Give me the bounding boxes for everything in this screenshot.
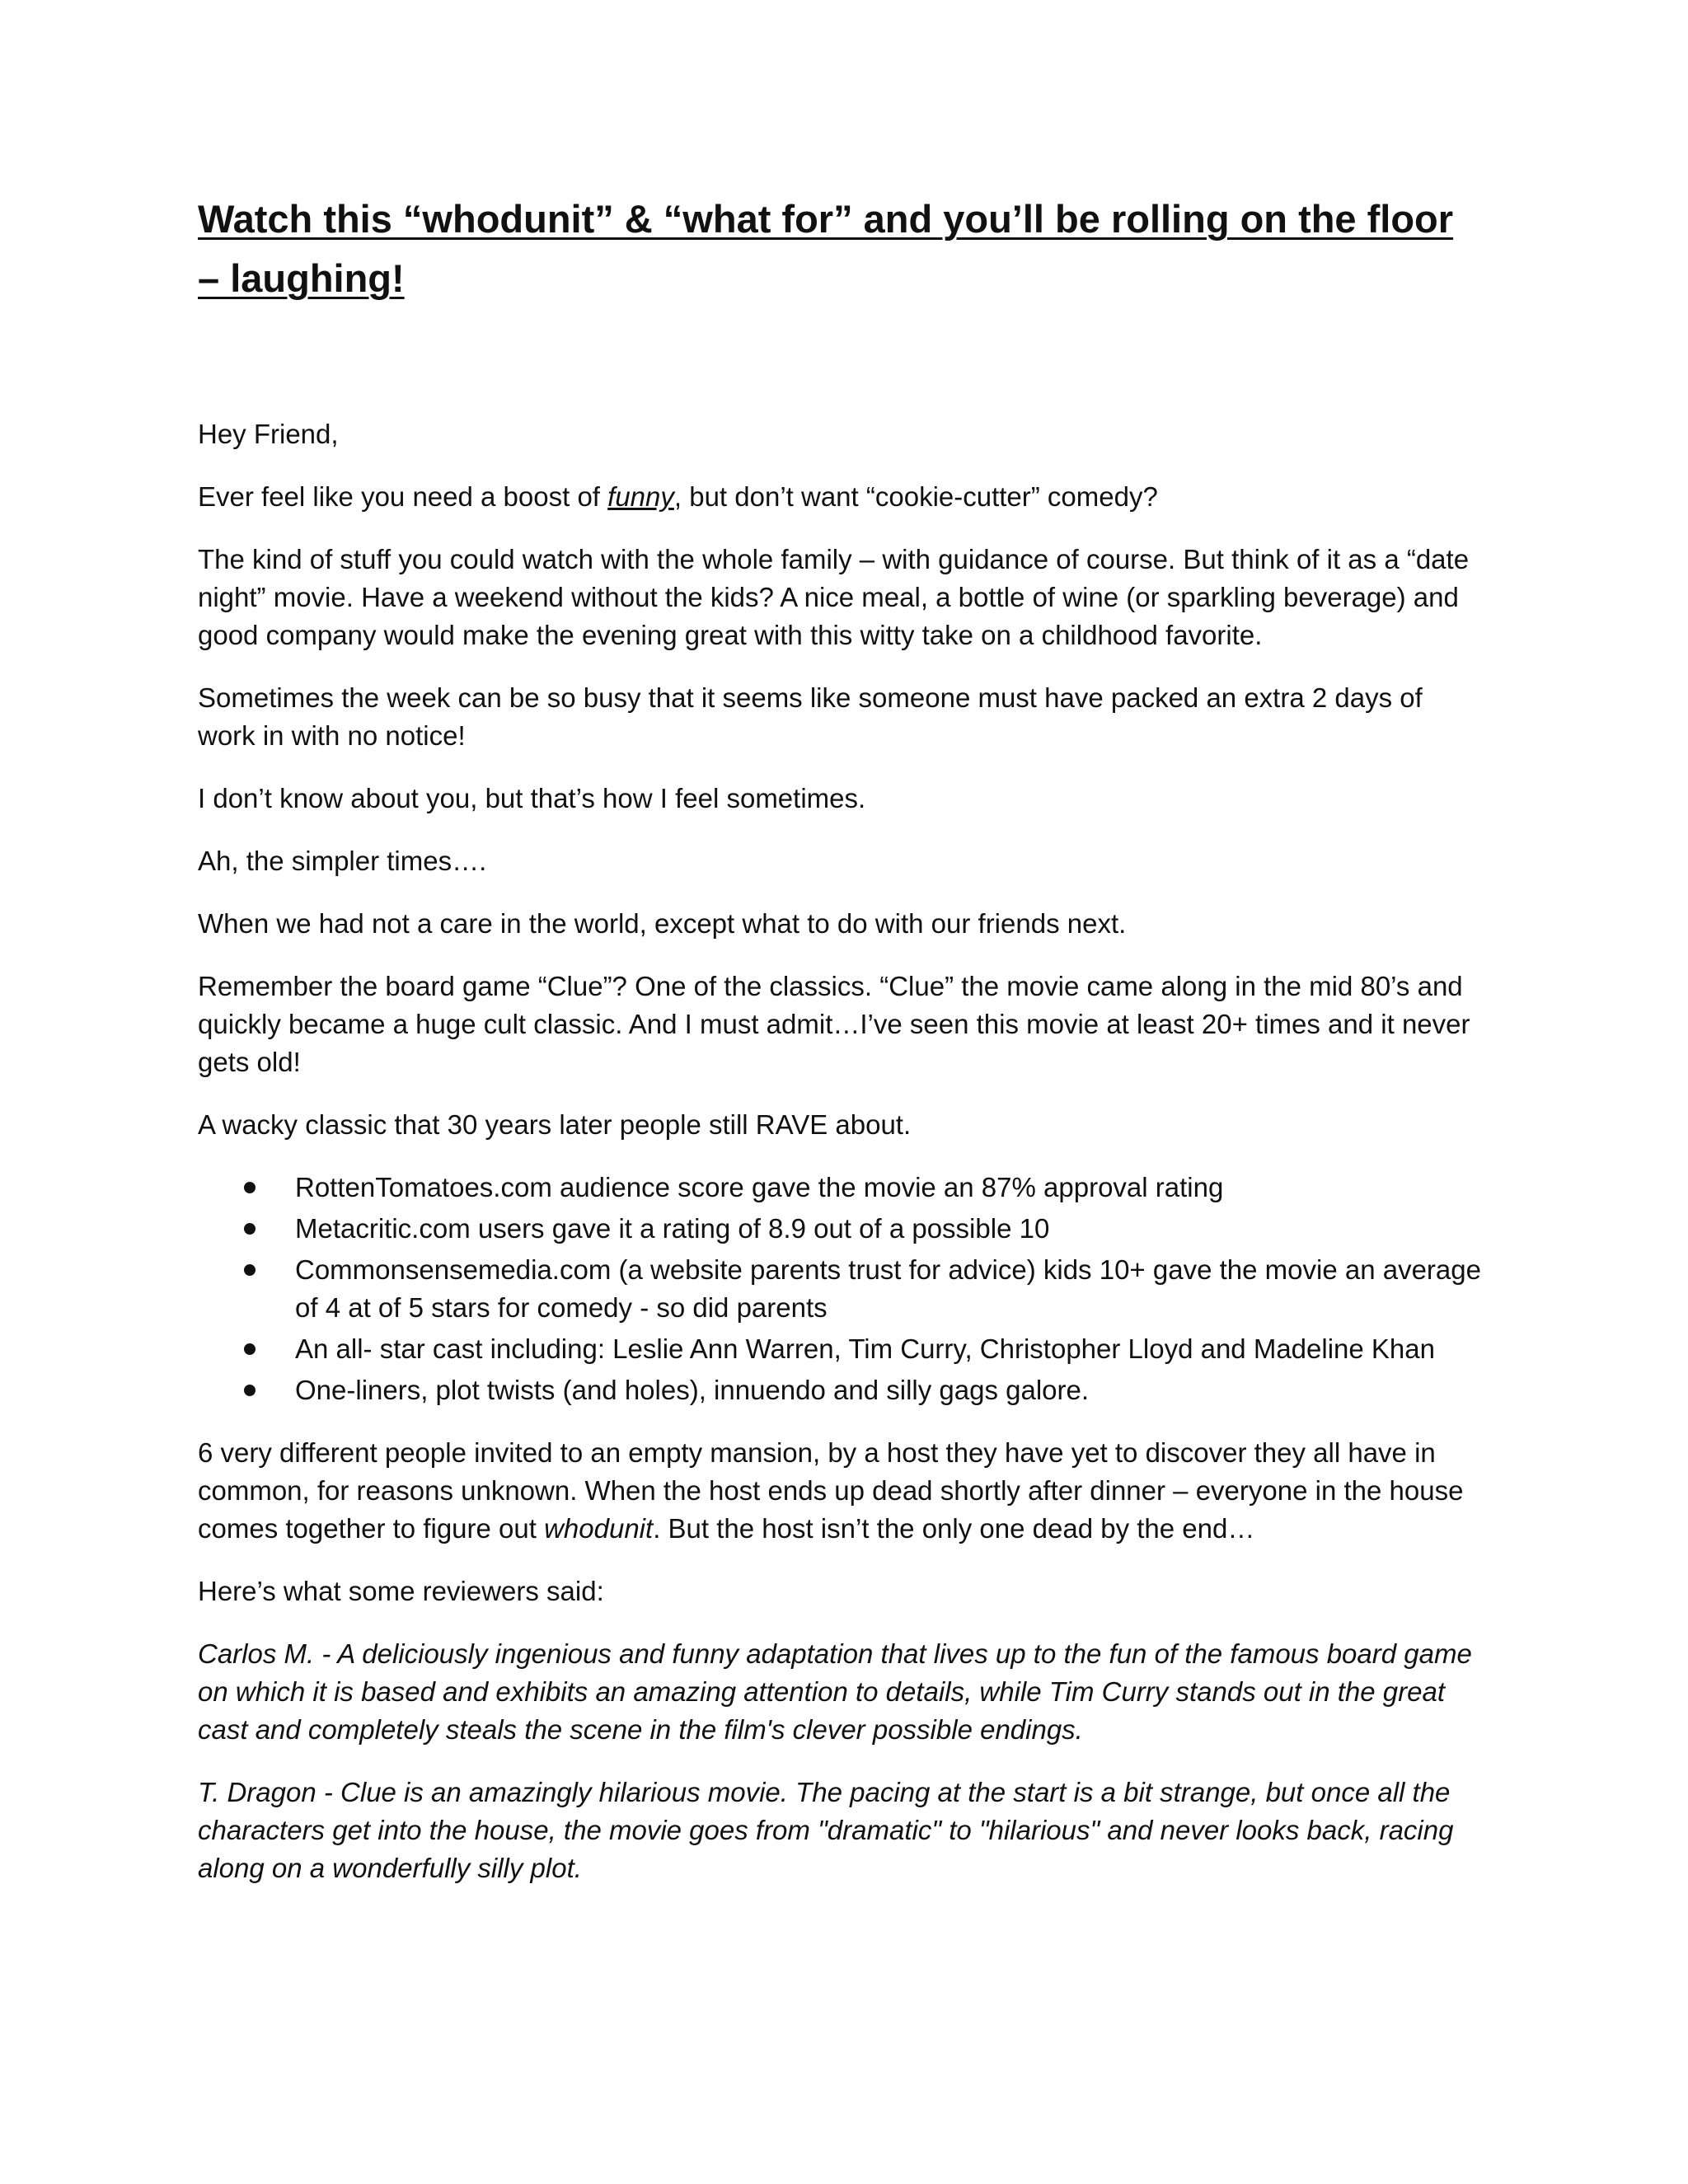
bullet-icon (244, 1182, 256, 1193)
list-item-text: RottenTomatoes.com audience score gave the movie an 87% approval rating (295, 1172, 1224, 1202)
paragraph-feel: I don’t know about you, but that’s how I feel sometimes. (198, 783, 866, 813)
review-dragon: T. Dragon - Clue is an amazingly hilarious movie. The pacing at the start is a bit strange, but once all the characters get into the house, the movie goes from "dramatic" to "hilarious" and never looks back, racing along on a wonderfully silly plot. (198, 1777, 1454, 1883)
plot-text-end: . But the host isn’t the only one dead by the end… (653, 1513, 1255, 1544)
paragraph-busy-week: Sometimes the week can be so busy that it seems like someone must have packed an extra 2 days of work in with no notice! (198, 682, 1423, 751)
paragraph-no-care: When we had not a care in the world, except what to do with our friends next. (198, 908, 1127, 939)
list-item (295, 1169, 1484, 1207)
plot-text-start: 6 very different people invited to an empty mansion, by a host they have yet to discover they all have in common, for reasons unknown. When the host ends up dead shortly after dinner – everyone in the house comes together to figure out (198, 1437, 1464, 1544)
paragraph-intro (198, 478, 1484, 516)
list-item (295, 1330, 1484, 1368)
bullet-icon (244, 1343, 256, 1355)
paragraph-family: The kind of stuff you could watch with the whole family – with guidance of course. But think of it as a “date night” movie. Have a weekend without the kids? A nice meal, a bottle of wine (or sparkling beverage) and good company would make the evening great with this witty take on a childhood favorite. (198, 544, 1470, 650)
paragraph-reviewers-intro: Here’s what some reviewers said: (198, 1576, 604, 1606)
intro-text-end: , but don’t want “cookie-cutter” comedy? (673, 481, 1158, 512)
emphasis-funny: funny (607, 481, 674, 512)
list-item-text: Commonsensemedia.com (a website parents trust for advice) kids 10+ gave the movie an average of 4 at of 5 stars for comedy - so did parents (295, 1254, 1481, 1323)
greeting: Hey Friend, (198, 419, 339, 449)
list-item-text: An all- star cast including: Leslie Ann Warren, Tim Curry, Christopher Lloyd and Madeline Khan (295, 1333, 1435, 1364)
ratings-list (198, 1169, 1484, 1409)
bullet-icon (244, 1223, 256, 1235)
document-page (198, 190, 1484, 1912)
list-item (295, 1371, 1484, 1409)
emphasis-whodunit: whodunit (544, 1513, 654, 1544)
list-item (295, 1251, 1484, 1327)
paragraph-wacky-classic: A wacky classic that 30 years later people still RAVE about. (198, 1109, 912, 1140)
list-item (295, 1210, 1484, 1248)
list-item-text: One-liners, plot twists (and holes), innuendo and silly gags galore. (295, 1375, 1090, 1405)
letter-body (198, 415, 1484, 1887)
paragraph-simpler-times: Ah, the simpler times…. (198, 846, 487, 876)
bullet-icon (244, 1385, 256, 1396)
bullet-icon (244, 1264, 256, 1276)
list-item-text: Metacritic.com users gave it a rating of 8.9 out of a possible 10 (295, 1213, 1050, 1244)
paragraph-plot (198, 1434, 1484, 1548)
headline: Watch this “whodunit” & “what for” and you’ll be rolling on the floor – laughing! (198, 197, 1454, 300)
intro-text-start: Ever feel like you need a boost of (198, 481, 608, 512)
paragraph-clue: Remember the board game “Clue”? One of the classics. “Clue” the movie came along in the mid 80’s and quickly became a huge cult classic. And I must admit…I’ve seen this movie at least 20+ times and it never gets old! (198, 971, 1470, 1077)
review-carlos: Carlos M. - A deliciously ingenious and funny adaptation that lives up to the fun of the famous board game on which it is based and exhibits an amazing attention to details, while Tim Curry stands out in the great cast and completely steals the scene in the film's clever possible endings. (198, 1638, 1472, 1745)
